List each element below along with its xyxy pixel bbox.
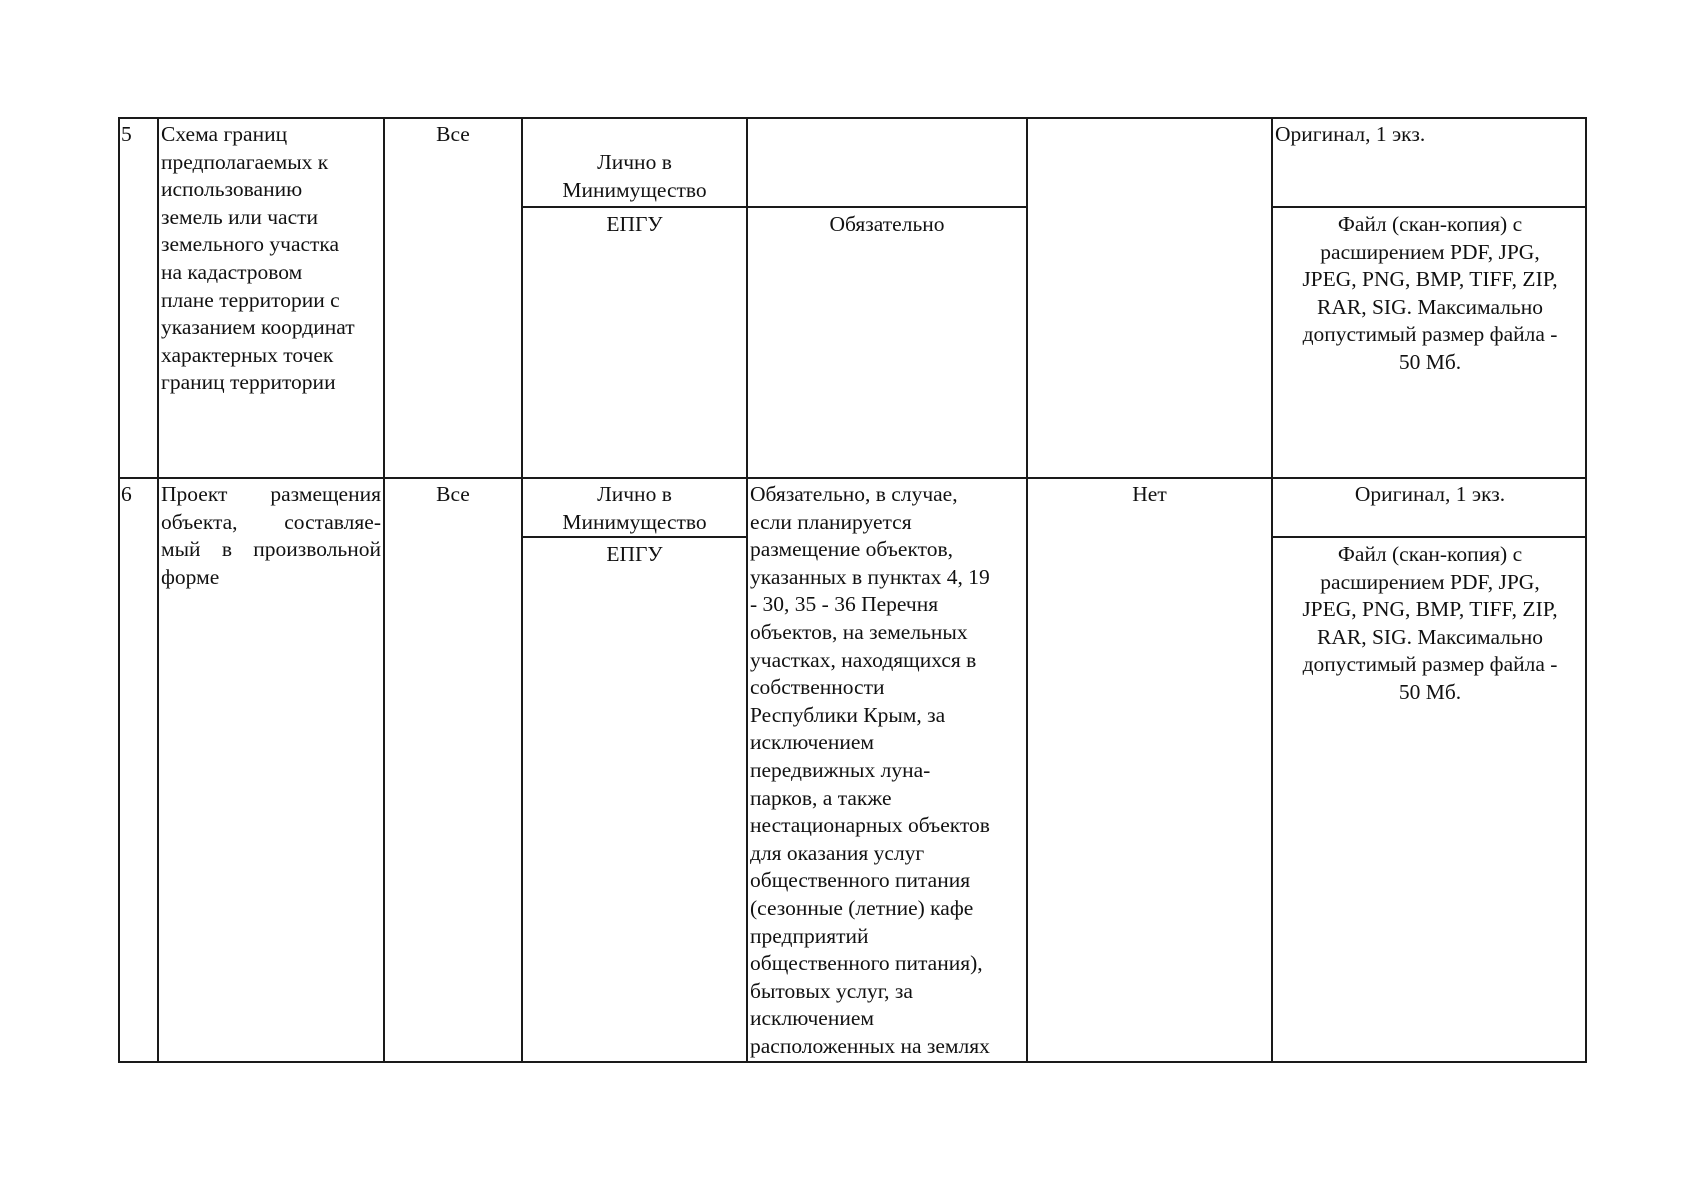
form-file-line: JPEG, PNG, BMP, TIFF, ZIP, bbox=[1302, 597, 1558, 622]
applicant: Все bbox=[436, 482, 470, 506]
requirement-line: бытовых услуг, за bbox=[750, 978, 913, 1003]
row-6-requirement bbox=[750, 481, 1026, 1060]
form-file-line: RAR, SIG. Максимально bbox=[1317, 294, 1543, 319]
requirement-line: участках, находящихся в bbox=[750, 647, 977, 672]
row-6-form-original bbox=[1273, 481, 1587, 509]
document-line: границ территории bbox=[161, 370, 336, 395]
requirement-line: общественного питания), bbox=[750, 951, 983, 976]
row-5-form-original bbox=[1275, 121, 1585, 149]
form-file-line: 50 Мб. bbox=[1398, 349, 1462, 374]
col-divider-3 bbox=[521, 117, 523, 1063]
col-border-left bbox=[118, 117, 120, 1063]
channel-line: Лично в bbox=[597, 150, 672, 174]
requirement-line: общественного питания bbox=[750, 868, 971, 893]
row5-form-divider bbox=[1273, 206, 1587, 208]
document-line: характерных точек bbox=[161, 342, 334, 367]
form-original: Оригинал, 1 экз. bbox=[1354, 482, 1506, 506]
document-line: на кадастровом bbox=[161, 259, 303, 284]
requirement-line: для оказания услуг bbox=[750, 840, 925, 865]
requirement-line: передвижных луна- bbox=[750, 757, 931, 782]
channel-line: Лично в bbox=[597, 482, 672, 506]
channel-line: Минимущество bbox=[562, 177, 707, 202]
row-5-number bbox=[121, 121, 132, 149]
table-border-bottom bbox=[118, 1061, 1587, 1063]
form-file-line: допустимый размер файла - bbox=[1302, 652, 1558, 677]
requirement-line: Обязательно bbox=[829, 212, 945, 236]
row-5-channel-personal bbox=[523, 149, 746, 204]
document-line: указанием координат bbox=[161, 315, 355, 340]
requirement-line: расположенных на землях bbox=[750, 1033, 990, 1058]
requirement-line: исключением bbox=[750, 730, 874, 755]
row-5-applicant bbox=[385, 121, 521, 149]
form-file-line: Файл (скан-копия) с bbox=[1337, 212, 1523, 236]
form-file-line: Файл (скан-копия) с bbox=[1337, 542, 1523, 566]
row-number: 6 bbox=[121, 482, 132, 506]
row-6-channel-personal bbox=[523, 481, 746, 536]
form-file-line: JPEG, PNG, BMP, TIFF, ZIP, bbox=[1302, 267, 1558, 292]
requirement-line: - 30, 35 - 36 Перечня bbox=[750, 592, 939, 617]
row-5-channel-online bbox=[523, 211, 746, 239]
channel-line: Минимущество bbox=[562, 509, 707, 534]
document-line: мый в произвольной bbox=[161, 537, 381, 562]
requirement-line: (сезонные (летние) кафе bbox=[750, 895, 974, 920]
document-line: плане территории с bbox=[161, 287, 340, 312]
requirement-line: указанных в пунктах 4, 19 bbox=[750, 564, 990, 589]
form-file-line: допустимый размер файла - bbox=[1302, 322, 1558, 347]
row5-channel-divider bbox=[521, 206, 1028, 208]
row-6-number bbox=[121, 481, 132, 509]
document-line: объекта, составляе- bbox=[161, 509, 381, 534]
requirement-line: Обязательно, в случае, bbox=[750, 482, 958, 506]
requirement-line: если планируется bbox=[750, 509, 912, 534]
row-number: 5 bbox=[121, 122, 132, 146]
channel-online: ЕПГУ bbox=[606, 212, 663, 236]
row-6-document bbox=[161, 481, 381, 591]
requirement-line: Республики Крым, за bbox=[750, 702, 946, 727]
row6-channel-divider bbox=[521, 536, 746, 538]
form-original: Оригинал, 1 экз. bbox=[1275, 122, 1426, 146]
document-line: земельного участка bbox=[161, 232, 340, 257]
form-file-line: RAR, SIG. Максимально bbox=[1317, 624, 1543, 649]
row-divider bbox=[118, 477, 1587, 479]
document-table bbox=[118, 117, 1587, 1063]
col-divider-5 bbox=[1026, 117, 1028, 1063]
document-line: форме bbox=[161, 564, 220, 589]
row-6-applicant bbox=[385, 481, 521, 509]
col-divider-4 bbox=[746, 117, 748, 1063]
row-6-extra bbox=[1028, 481, 1271, 509]
form-file-line: расширением PDF, JPG, bbox=[1320, 569, 1540, 594]
table-border-top bbox=[118, 117, 1587, 119]
form-file-line: 50 Мб. bbox=[1398, 679, 1462, 704]
row-6-channel-online bbox=[523, 541, 746, 569]
row-5-document bbox=[161, 121, 381, 397]
requirement-line: предприятий bbox=[750, 923, 869, 948]
requirement-line: собственности bbox=[750, 675, 885, 700]
col-divider-2 bbox=[383, 117, 385, 1063]
requirement-line: объектов, на земельных bbox=[750, 619, 968, 644]
extra-value: Нет bbox=[1132, 482, 1167, 506]
row-6-form-file bbox=[1272, 541, 1588, 707]
document-line: Схема границ bbox=[161, 122, 288, 146]
document-line: использованию bbox=[161, 177, 303, 202]
row6-form-divider bbox=[1273, 536, 1587, 538]
applicant: Все bbox=[436, 122, 470, 146]
form-file-line: расширением PDF, JPG, bbox=[1320, 239, 1540, 264]
requirement-line: исключением bbox=[750, 1006, 874, 1031]
row-5-form-file bbox=[1272, 211, 1588, 377]
requirement-line: нестационарных объектов bbox=[750, 813, 990, 838]
document-line: предполагаемых к bbox=[161, 149, 329, 174]
document-line: Проект размещения bbox=[161, 482, 381, 506]
requirement-line: размещение объектов, bbox=[750, 537, 954, 562]
document-line: земель или части bbox=[161, 204, 319, 229]
row-5-requirement bbox=[748, 211, 1026, 239]
col-divider-1 bbox=[157, 117, 159, 1063]
requirement-line: парков, а также bbox=[750, 785, 892, 810]
channel-online: ЕПГУ bbox=[606, 542, 663, 566]
